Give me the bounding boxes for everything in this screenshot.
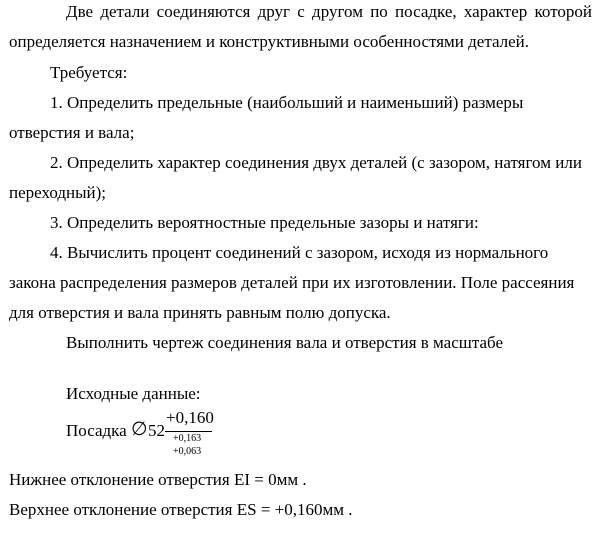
fit-nominal-size: 52	[148, 421, 165, 440]
task-2-line-2: переходный);	[9, 183, 106, 202]
upper-deviation-line: Верхнее отклонение отверстия ES = +0,160мм .	[9, 500, 353, 519]
task-3-line-1: 3. Определить вероятностные предельные зазоры и натяги:	[50, 213, 479, 232]
fit-hole-upper-deviation: +0,160	[166, 408, 214, 427]
fit-notation	[66, 408, 266, 464]
intro-line-1: Две детали соединяются друг с другом по посадке, характер которой	[66, 2, 592, 21]
task-4-line-3: для отверстия и вала принять равным полю допуска.	[9, 303, 391, 322]
required-label: Требуется:	[50, 63, 128, 82]
task-2-line-1: 2. Определить характер соединения двух деталей (с зазором, натягом или	[50, 153, 582, 172]
fit-label: Посадка	[66, 421, 127, 440]
fit-shaft-upper-deviation: +0,163	[173, 433, 202, 444]
fit-fraction-bar	[165, 431, 212, 432]
drawing-instruction: Выполнить чертеж соединения вала и отверстия в масштабе	[66, 333, 504, 352]
lower-deviation-line: Нижнее отклонение отверстия EI = 0мм .	[9, 470, 307, 489]
task-4-line-1: 4. Вычислить процент соединений с зазором, исходя из нормального	[50, 243, 549, 262]
intro-line-2: определяется назначением и конструктивными особенностями деталей.	[9, 32, 530, 51]
task-1-line-2: отверстия и вала;	[9, 123, 135, 142]
diameter-icon: ∅	[131, 419, 148, 440]
task-1-line-1: 1. Определить предельные (наибольший и наименьший) размеры	[50, 93, 524, 112]
task-4-line-2: закона распределения размеров деталей при их изготовлении. Поле рассеяния	[9, 273, 575, 292]
initial-data-label: Исходные данные:	[66, 384, 201, 403]
fit-shaft-lower-deviation: +0,063	[173, 446, 202, 457]
